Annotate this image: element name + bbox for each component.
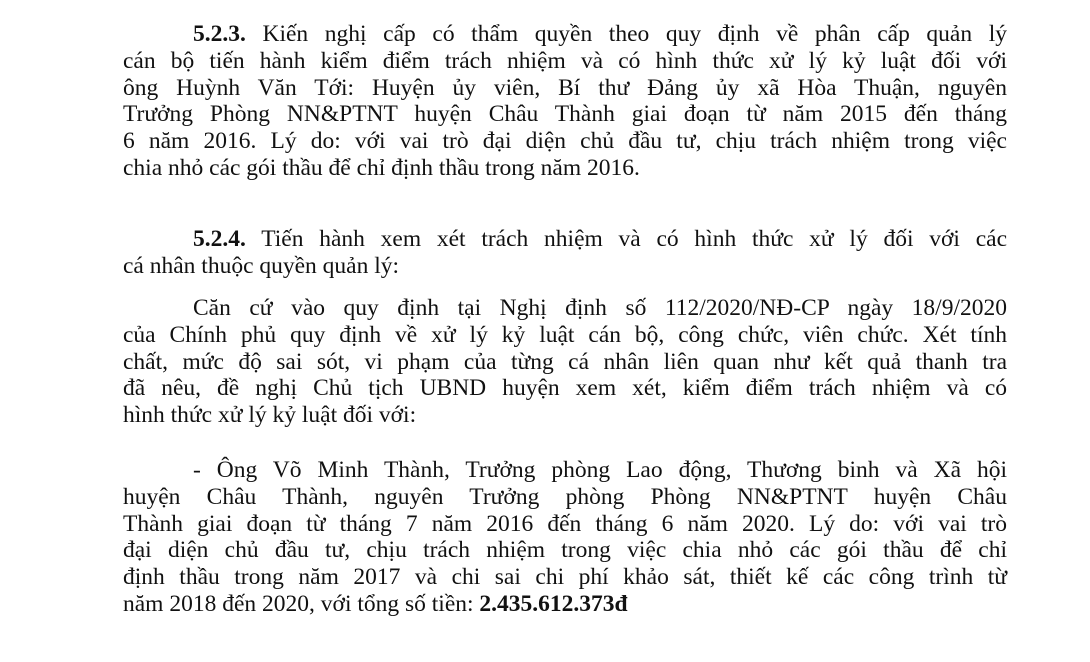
total-amount: 2.435.612.373đ (479, 590, 628, 617)
text-line: Thành giai đoạn từ tháng 7 năm 2016 đến tháng 6 năm 2020. Lý do: với vai trò (123, 510, 1007, 537)
section-number: 5.2.3. (193, 21, 246, 47)
text-line: năm 2018 đến 2020, với tổng số tiền: 2.435.612.373đ (123, 590, 628, 617)
paragraph-legal-basis (123, 295, 1007, 429)
text-line: đại diện chủ đầu tư, chịu trách nhiệm trong việc chia nhỏ các gói thầu để chỉ (123, 537, 1007, 564)
text-line: - Ông Võ Minh Thành, Trưởng phòng Lao động, Thương binh và Xã hội (193, 457, 1007, 483)
text-line: hình thức xử lý kỷ luật đối với: (123, 402, 417, 429)
text-line: 5.2.3. Kiến nghị cấp có thẩm quyền theo quy định về phân cấp quản lý (193, 21, 1007, 47)
text-line: chất, mức độ sai sót, vi phạm của từng cá nhân liên quan như kết quả thanh tra (123, 348, 1007, 375)
text-line: cán bộ tiến hành kiểm điểm trách nhiệm và có hình thức xử lý kỷ luật đối với (123, 47, 1007, 74)
text-line: đã nêu, đề nghị Chủ tịch UBND huyện xem xét, kiểm điểm trách nhiệm và có (123, 375, 1007, 402)
text-line: Trưởng Phòng NN&PTNT huyện Châu Thành giai đoạn từ năm 2015 đến tháng (123, 101, 1007, 128)
text-line: Căn cứ vào quy định tại Nghị định số 112/2020/NĐ-CP ngày 18/9/2020 (193, 295, 1007, 321)
paragraph-5-2-4 (123, 226, 1007, 280)
paragraph-5-2-3 (123, 21, 1007, 182)
section-number: 5.2.4. (193, 226, 246, 252)
text-line: định thầu trong năm 2017 và chi sai chi phí khảo sát, thiết kế các công trình từ (123, 564, 1007, 591)
text-line: của Chính phủ quy định về xử lý kỷ luật cán bộ, công chức, viên chức. Xét tính (123, 321, 1007, 348)
text-line: 6 năm 2016. Lý do: với vai trò đại diện chủ đầu tư, chịu trách nhiệm trong việc (123, 128, 1007, 155)
paragraph-vo-minh-thanh (123, 457, 1007, 618)
text-line: chia nhỏ các gói thầu để chỉ định thầu trong năm 2016. (123, 154, 640, 181)
text-line: ông Huỳnh Văn Tới: Huyện ủy viên, Bí thư Đảng ủy xã Hòa Thuận, nguyên (123, 74, 1007, 101)
text-line: huyện Châu Thành, nguyên Trưởng phòng Phòng NN&PTNT huyện Châu (123, 483, 1007, 510)
text-line: 5.2.4. Tiến hành xem xét trách nhiệm và có hình thức xử lý đối với các (193, 226, 1007, 252)
text-line: cá nhân thuộc quyền quản lý: (123, 252, 400, 279)
